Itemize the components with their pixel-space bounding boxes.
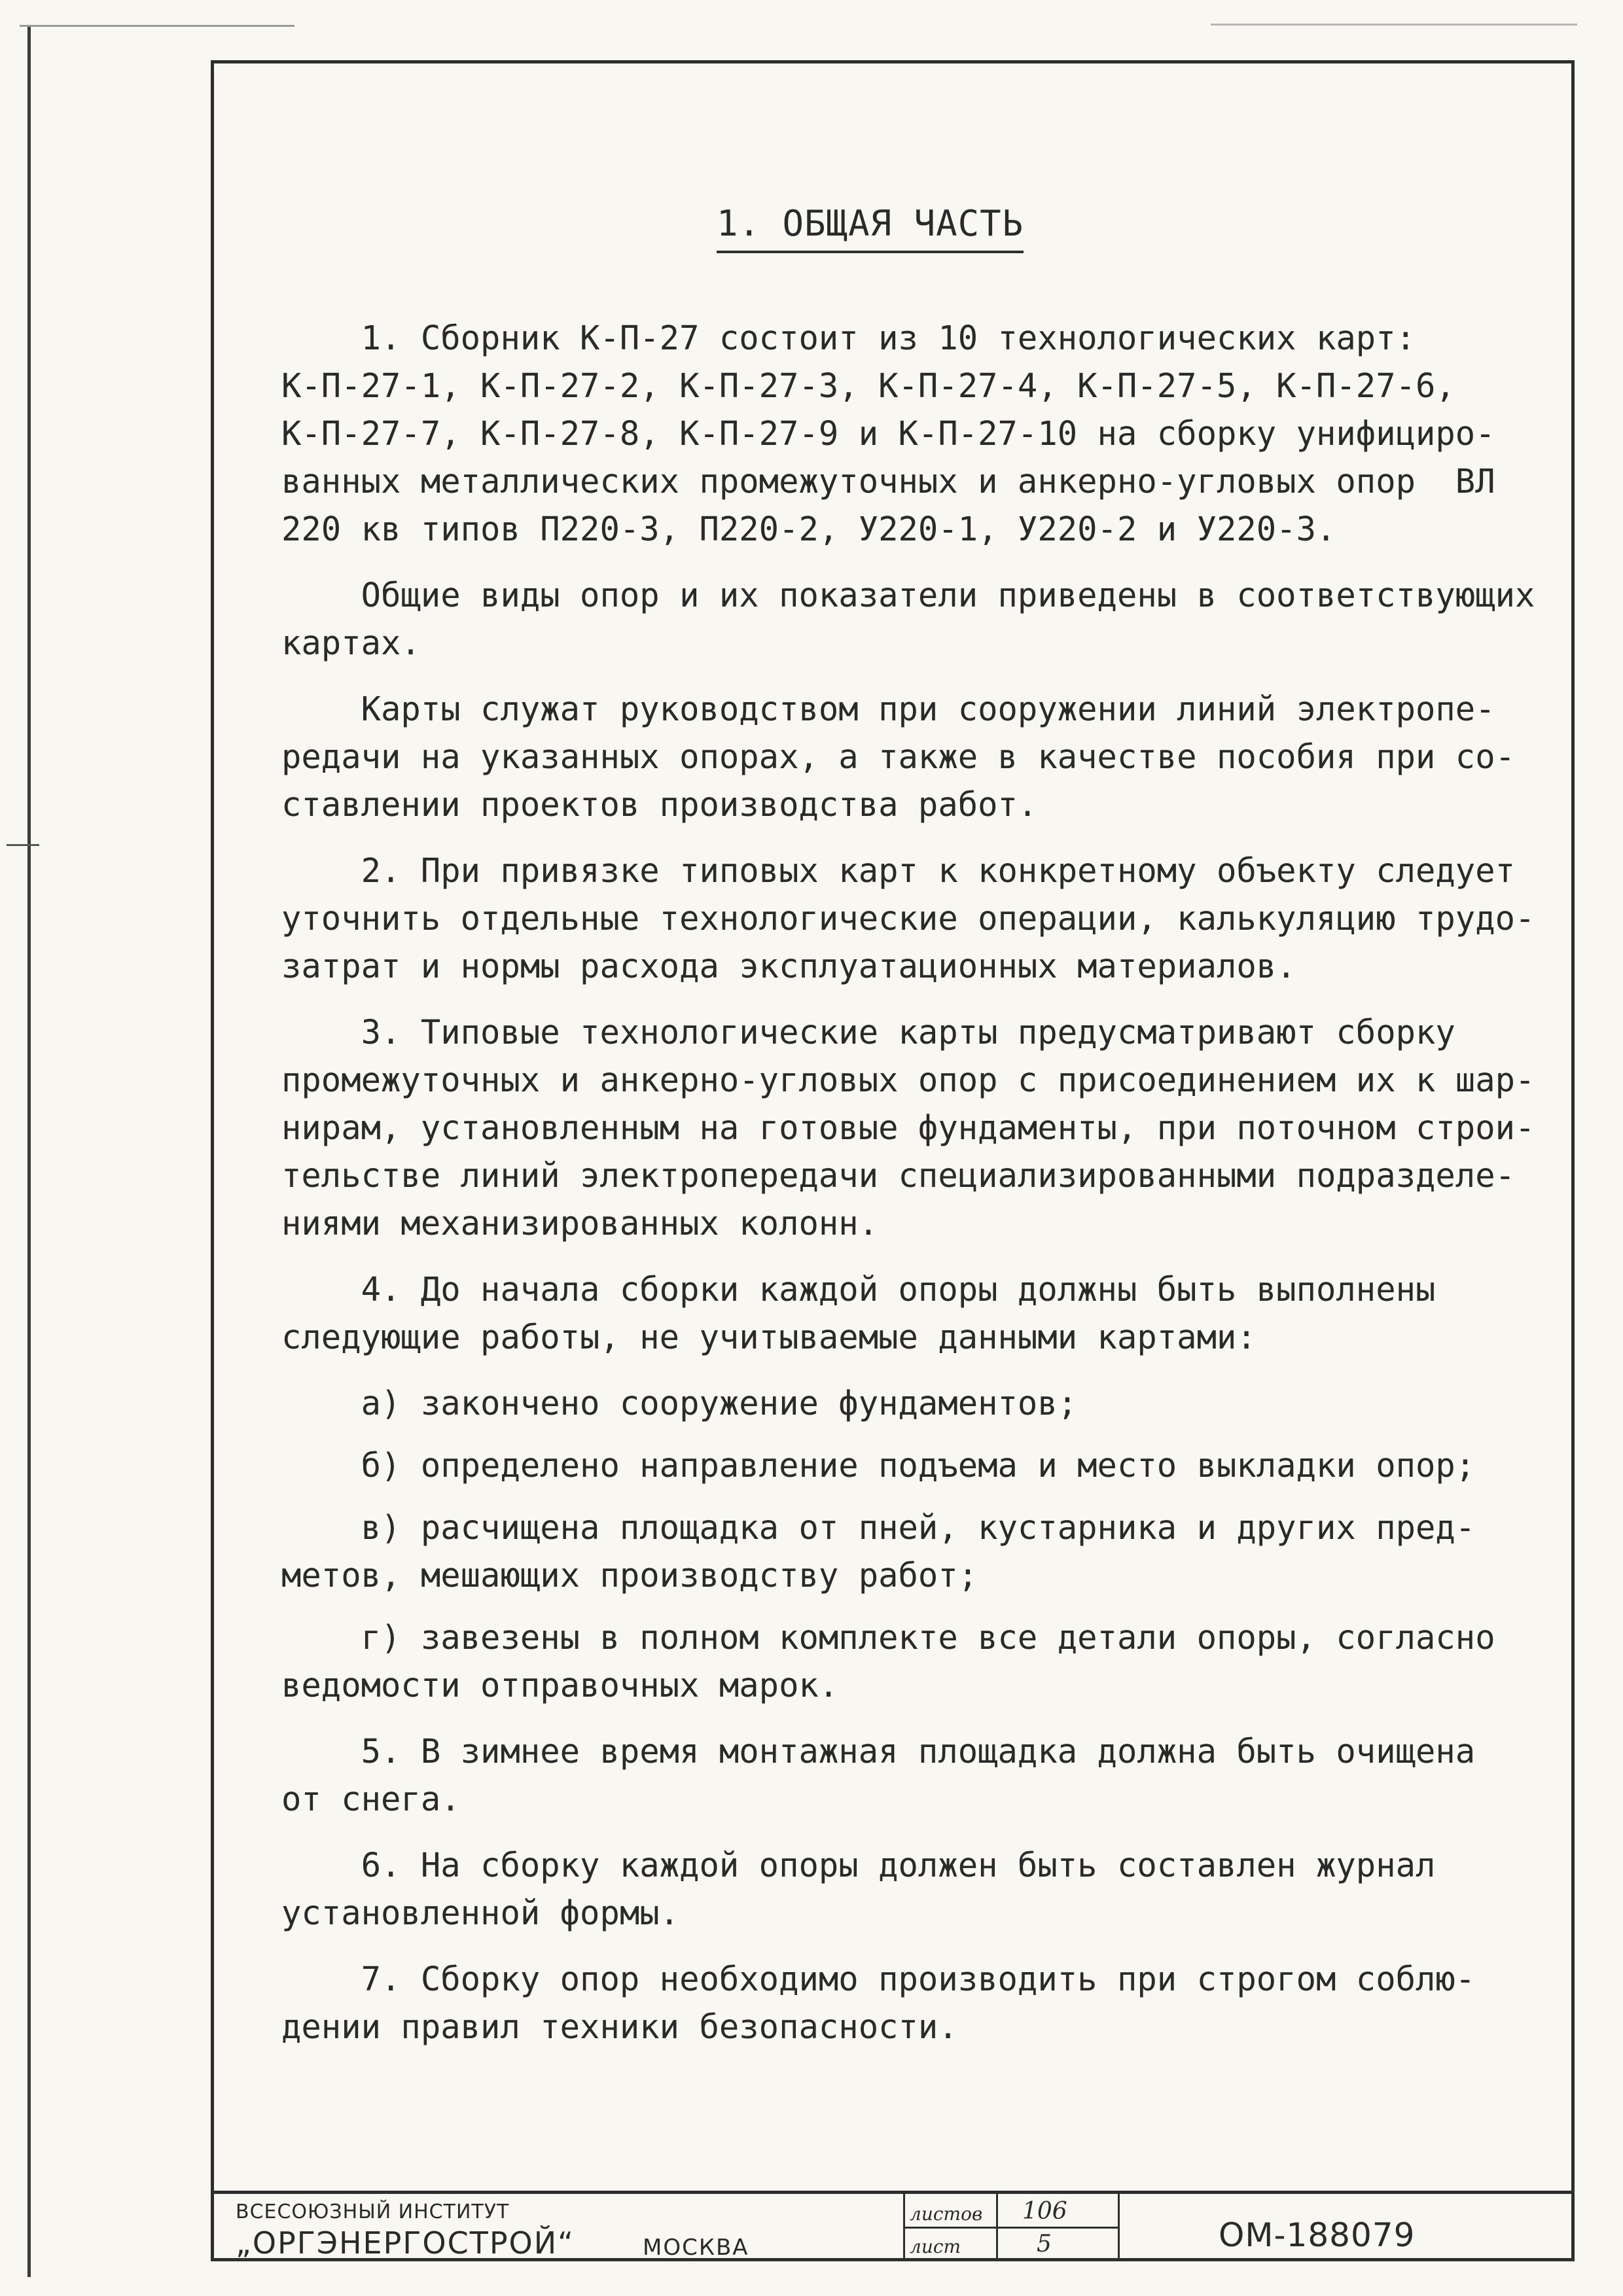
institute-line-1: ВСЕСОЮЗНЫЙ ИНСТИТУТ <box>236 2200 510 2223</box>
section-heading: 1. ОБЩАЯ ЧАСТЬ <box>717 203 1024 253</box>
sheets-label: листов <box>910 2203 983 2225</box>
paragraph-2: 2. При привязке типовых карт к конкретному объекту следует уточнить отдельные технологические операции, калькуляцию трудо- затрат и нормы расхода эксплуатационных материалов. <box>281 851 1535 985</box>
paragraph-3: 3. Типовые технологические карты предусматривают сборку промежуточных и анкерно-угловых опор с присоединением их к шар- нирам, установленным на готовые фундаменты, при поточном строи- тельстве линий электропередачи специализированными подразделе- ниями механизированных колонн. <box>281 1013 1535 1243</box>
paragraph-general-views: Общие виды опор и их показатели приведены в соответствующих картах. <box>281 576 1535 662</box>
scan-artifact <box>1211 24 1577 26</box>
paragraph-7: 7. Сборку опор необходимо производить при строгом соблю- дении правил техники безопасности. <box>281 1960 1476 2046</box>
document-body <box>281 314 1551 2069</box>
sheet-label: лист <box>910 2236 961 2257</box>
binding-mark <box>7 844 39 846</box>
document-code: ОМ-188079 <box>1219 2216 1416 2254</box>
list-item-v: в) расчищена площадка от пней, кустарника и других пред- метов, мешающих производству работ; <box>281 1508 1476 1595</box>
paragraph-6: 6. На сборку каждой опоры должен быть составлен журнал установленной формы. <box>281 1846 1436 1932</box>
list-item-a: а) закончено сооружение фундаментов; <box>281 1384 1078 1422</box>
paragraph-4: 4. До начала сборки каждой опоры должны быть выполнены следующие работы, не учитываемые данными картами: <box>281 1270 1436 1356</box>
sheet-value: 5 <box>1037 2231 1052 2257</box>
title-block-row-divider <box>903 2227 1119 2229</box>
scan-artifact <box>20 25 294 27</box>
paragraph-5: 5. В зимнее время монтажная площадка должна быть очищена от снега. <box>281 1732 1476 1818</box>
sheets-value: 106 <box>1022 2198 1067 2225</box>
paragraph-purpose: Карты служат руководством при сооружении линий электропе- редачи на указанных опорах, а также в качестве пособия при со- ставлении проектов производства работ. <box>281 690 1516 824</box>
list-item-g: г) завезены в полном комплекте все детали опоры, согласно ведомости отправочных марок. <box>281 1618 1495 1704</box>
city: МОСКВА <box>643 2234 749 2261</box>
paragraph-1: 1. Сборник К-П-27 состоит из 10 технологических карт: К-П-27-1, К-П-27-2, К-П-27-3, К-П-27-4, К-П-27-5, К-П-27-6, К-П-27-7, К-П-27-8, К-П-27-9 и К-П-27-10 на сборку унифициро- ванных металлических промежуточных и анкерно-угловых опор ВЛ 220 кв типов П220-3, П220-2, У220-1, У220-2 и У220-3. <box>281 319 1495 548</box>
list-item-b: б) определено направление подъема и место выкладки опор; <box>281 1446 1476 1485</box>
institute-name: „ОРГЭНЕРГОСТРОЙ“ <box>236 2225 575 2261</box>
title-block <box>211 2191 1575 2261</box>
binding-edge-line <box>27 26 31 2277</box>
